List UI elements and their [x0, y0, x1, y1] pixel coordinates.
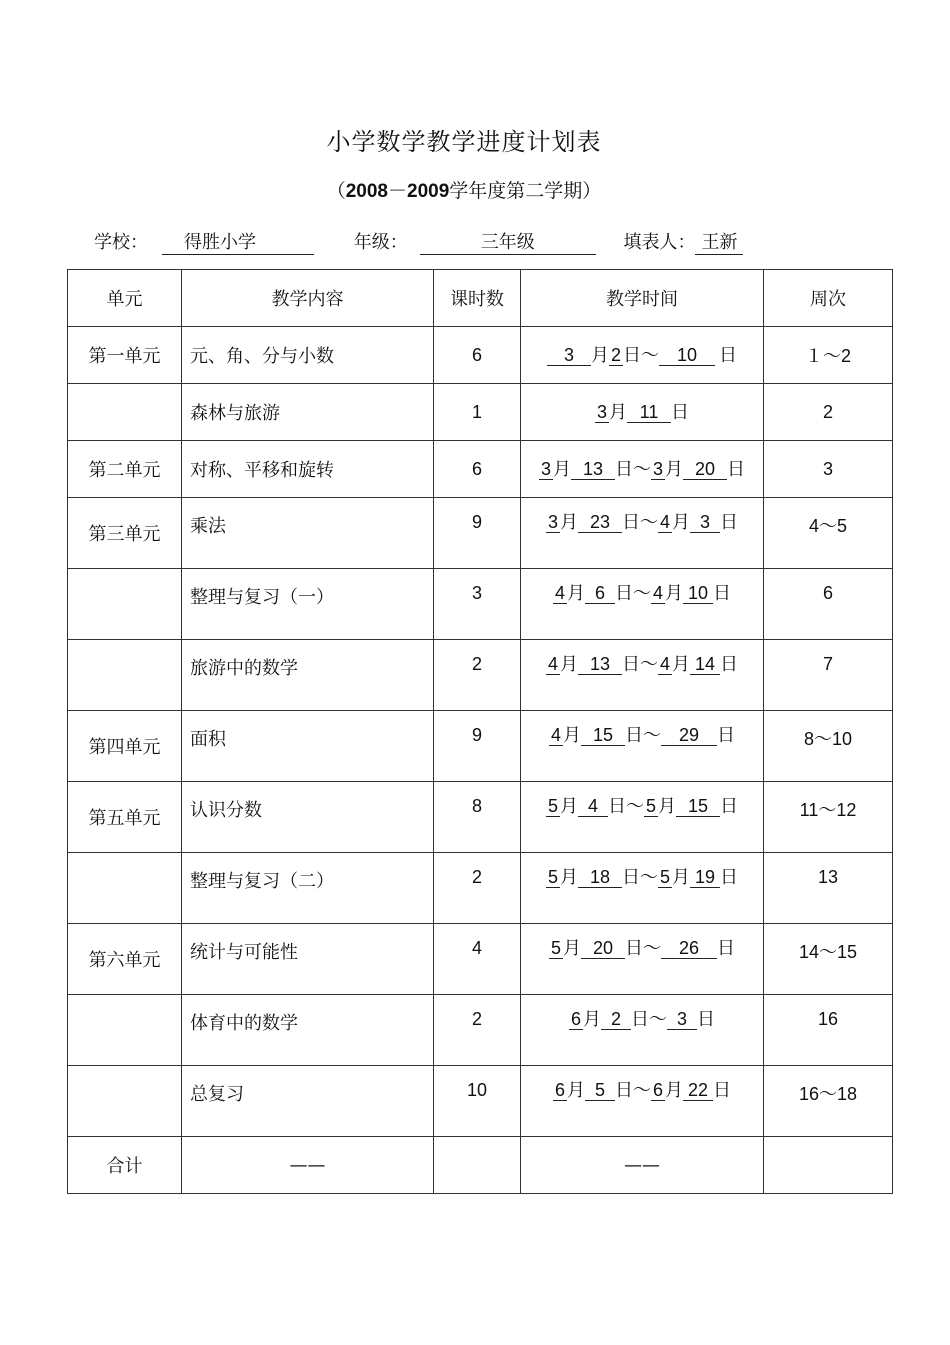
week-cell: 4～5	[764, 498, 893, 569]
year-dash: －	[387, 180, 407, 202]
month-char: 月	[560, 512, 578, 533]
day-char: 日	[720, 796, 738, 817]
hours-cell: 4	[434, 924, 521, 995]
time-cell	[521, 441, 764, 498]
month-char: 月	[665, 583, 683, 604]
schedule-table	[67, 269, 893, 1194]
content-cell: 旅游中的数学	[182, 640, 434, 711]
time-cell	[521, 853, 764, 924]
filler-value: 王新	[695, 232, 743, 255]
day-char: 日	[623, 344, 641, 366]
week-cell: 7	[764, 640, 893, 711]
school-label: 学校：	[94, 232, 148, 253]
month-char: 月	[560, 867, 578, 888]
month-char: 月	[672, 867, 690, 888]
month-char: 月	[560, 796, 578, 817]
total-hours	[434, 1137, 521, 1194]
filler-label: 填表人：	[623, 232, 696, 253]
month-char: 月	[658, 796, 676, 817]
month-char: 月	[672, 654, 690, 675]
total-time: ——	[521, 1137, 764, 1194]
content-cell: 整理与复习（一）	[182, 569, 434, 640]
table-row	[68, 327, 893, 384]
time-cell	[521, 327, 764, 384]
day-char: 日	[720, 654, 738, 675]
unit-cell: 第五单元	[68, 782, 182, 853]
day-char: 日	[713, 1080, 731, 1101]
page-subtitle	[0, 176, 928, 203]
info-line	[94, 228, 743, 255]
page-title: 小学数学教学进度计划表	[326, 128, 602, 156]
table-row	[68, 1066, 893, 1137]
table-row	[68, 384, 893, 441]
month-end: 5	[645, 796, 656, 816]
day-char: 日	[625, 725, 643, 746]
day-end: 3	[667, 1009, 697, 1030]
day-char: 日	[615, 458, 633, 480]
unit-cell: 第六单元	[68, 924, 182, 995]
day-char: 日	[615, 1080, 633, 1101]
month-char: 月	[560, 654, 578, 675]
month-end: 4	[659, 512, 670, 532]
day-end: 10	[683, 583, 713, 604]
table-row	[68, 441, 893, 498]
header-unit: 单元	[68, 270, 182, 327]
school-value: 得胜小学	[162, 232, 314, 255]
month-char: 月	[583, 1009, 601, 1030]
day-start: 18	[578, 867, 622, 888]
range-char: ～	[633, 1080, 651, 1101]
range-char: ～	[640, 512, 658, 533]
subtitle-text: 学年度第二学期）	[449, 180, 602, 202]
header-content: 教学内容	[182, 270, 434, 327]
table-total-row	[68, 1137, 893, 1194]
week-cell: 14～15	[764, 924, 893, 995]
total-content: ——	[182, 1137, 434, 1194]
day-char: 日	[622, 654, 640, 675]
month-end: 6	[652, 1080, 663, 1100]
day-end: 3	[690, 512, 720, 533]
month-end: 4	[652, 583, 663, 603]
month-start: 6	[570, 1009, 581, 1029]
time-cell	[521, 995, 764, 1066]
hours-cell: 2	[434, 853, 521, 924]
year-start: 2008	[345, 181, 388, 202]
day-end: 10	[659, 345, 715, 366]
range-char: ～	[633, 458, 651, 480]
unit-cell	[68, 995, 182, 1066]
table-row	[68, 640, 893, 711]
table-row	[68, 498, 893, 569]
subtitle-open: （	[326, 180, 346, 202]
table-row	[68, 569, 893, 640]
range-char: ～	[640, 867, 658, 888]
time-cell	[521, 782, 764, 853]
week-cell: 16	[764, 995, 893, 1066]
day-char: 日	[719, 344, 737, 366]
month-char: 月	[609, 401, 627, 423]
day-char: 日	[720, 867, 738, 888]
unit-cell: 第一单元	[68, 327, 182, 384]
content-cell: 对称、平移和旋转	[182, 441, 434, 498]
day-start: 13	[571, 459, 615, 480]
hours-cell: 3	[434, 569, 521, 640]
week-cell: 3	[764, 441, 893, 498]
time-cell	[521, 924, 764, 995]
month-char: 月	[563, 725, 581, 746]
day-start: 23	[578, 512, 622, 533]
content-cell: 乘法	[182, 498, 434, 569]
hours-cell: 10	[434, 1066, 521, 1137]
week-cell: １～2	[764, 327, 893, 384]
year-end: 2009	[407, 181, 450, 202]
month-start: 3	[540, 458, 551, 479]
month-end: 5	[659, 867, 670, 887]
day-start: 6	[585, 583, 615, 604]
range-char: ～	[626, 796, 644, 817]
day-end: 29	[661, 725, 717, 746]
day-char: 日	[608, 796, 626, 817]
month-start: 3	[547, 345, 591, 366]
range-char: ～	[643, 938, 661, 959]
day-start: 5	[585, 1080, 615, 1101]
day-start: 13	[578, 654, 622, 675]
month-start: 5	[550, 938, 561, 958]
day-end: 20	[683, 459, 727, 480]
week-cell: 2	[764, 384, 893, 441]
day-char: 日	[727, 458, 745, 480]
table-header-row	[68, 270, 893, 327]
day-start: 4	[578, 796, 608, 817]
week-cell: 11～12	[764, 782, 893, 853]
week-cell: 6	[764, 569, 893, 640]
month-start: 5	[547, 796, 558, 816]
day-end: 14	[690, 654, 720, 675]
month-start: 4	[547, 654, 558, 674]
hours-cell: 1	[434, 384, 521, 441]
table-row	[68, 782, 893, 853]
total-label: 合计	[68, 1137, 182, 1194]
header-hours: 课时数	[434, 270, 521, 327]
table-row	[68, 711, 893, 782]
table-row	[68, 995, 893, 1066]
day-char: 日	[622, 512, 640, 533]
time-cell	[521, 498, 764, 569]
time-cell	[521, 384, 764, 441]
day-char: 日	[631, 1009, 649, 1030]
day-end: 19	[690, 867, 720, 888]
range-char: ～	[640, 654, 658, 675]
grade-label: 年级：	[353, 232, 408, 253]
day-end: 26	[661, 938, 717, 959]
hours-cell: 2	[434, 995, 521, 1066]
month-char: 月	[672, 512, 690, 533]
hours-cell: 9	[434, 711, 521, 782]
month-start: 5	[547, 867, 558, 887]
month-start: 3	[547, 512, 558, 532]
day-char: 日	[713, 583, 731, 604]
unit-cell	[68, 853, 182, 924]
week-cell: 13	[764, 853, 893, 924]
day-char: 日	[717, 938, 735, 959]
range-char: ～	[643, 725, 661, 746]
content-cell: 面积	[182, 711, 434, 782]
day-end: 15	[676, 796, 720, 817]
unit-cell: 第三单元	[68, 498, 182, 569]
day-char: 日	[717, 725, 735, 746]
hours-cell: 8	[434, 782, 521, 853]
unit-cell	[68, 640, 182, 711]
range-char: ～	[649, 1009, 667, 1030]
day-char: 日	[625, 938, 643, 959]
day-char: 日	[697, 1009, 715, 1030]
hours-cell: 2	[434, 640, 521, 711]
header-week: 周次	[764, 270, 893, 327]
month-start: 4	[550, 725, 561, 745]
hours-cell: 6	[434, 327, 521, 384]
month-start: 4	[554, 583, 565, 603]
day-start: 2	[610, 344, 621, 365]
total-week	[764, 1137, 893, 1194]
month-char: 月	[665, 1080, 683, 1101]
unit-cell	[68, 569, 182, 640]
content-cell: 认识分数	[182, 782, 434, 853]
day-start: 15	[581, 725, 625, 746]
content-cell: 整理与复习（二）	[182, 853, 434, 924]
content-cell: 体育中的数学	[182, 995, 434, 1066]
table-row	[68, 853, 893, 924]
month-end: 4	[659, 654, 670, 674]
range-char: ～	[633, 583, 651, 604]
day-start: 20	[581, 938, 625, 959]
month-char: 月	[567, 1080, 585, 1101]
day-end: 22	[683, 1080, 713, 1101]
hours-cell: 6	[434, 441, 521, 498]
week-cell: 16～18	[764, 1066, 893, 1137]
day-start: 2	[601, 1009, 631, 1030]
range-char: ～	[641, 344, 659, 366]
day-char: 日	[622, 867, 640, 888]
content-cell: 元、角、分与小数	[182, 327, 434, 384]
unit-cell	[68, 1066, 182, 1137]
month-end: 3	[652, 458, 663, 479]
month-char: 月	[563, 938, 581, 959]
time-cell	[521, 640, 764, 711]
header-time: 教学时间	[521, 270, 764, 327]
time-cell	[521, 569, 764, 640]
day-start: 11	[627, 402, 671, 423]
day-char: 日	[720, 512, 738, 533]
time-cell	[521, 1066, 764, 1137]
hours-cell: 9	[434, 498, 521, 569]
month-char: 月	[567, 583, 585, 604]
unit-cell: 第二单元	[68, 441, 182, 498]
time-cell	[521, 711, 764, 782]
content-cell: 总复习	[182, 1066, 434, 1137]
unit-cell	[68, 384, 182, 441]
content-cell: 统计与可能性	[182, 924, 434, 995]
day-char: 日	[671, 401, 689, 423]
unit-cell: 第四单元	[68, 711, 182, 782]
month-start: 3	[596, 401, 607, 422]
month-char: 月	[553, 458, 571, 480]
content-cell: 森林与旅游	[182, 384, 434, 441]
week-cell: 8～10	[764, 711, 893, 782]
grade-value: 三年级	[420, 232, 596, 255]
table-row	[68, 924, 893, 995]
month-start: 6	[554, 1080, 565, 1100]
day-char: 日	[615, 583, 633, 604]
month-char: 月	[591, 344, 609, 366]
month-char: 月	[665, 458, 683, 480]
